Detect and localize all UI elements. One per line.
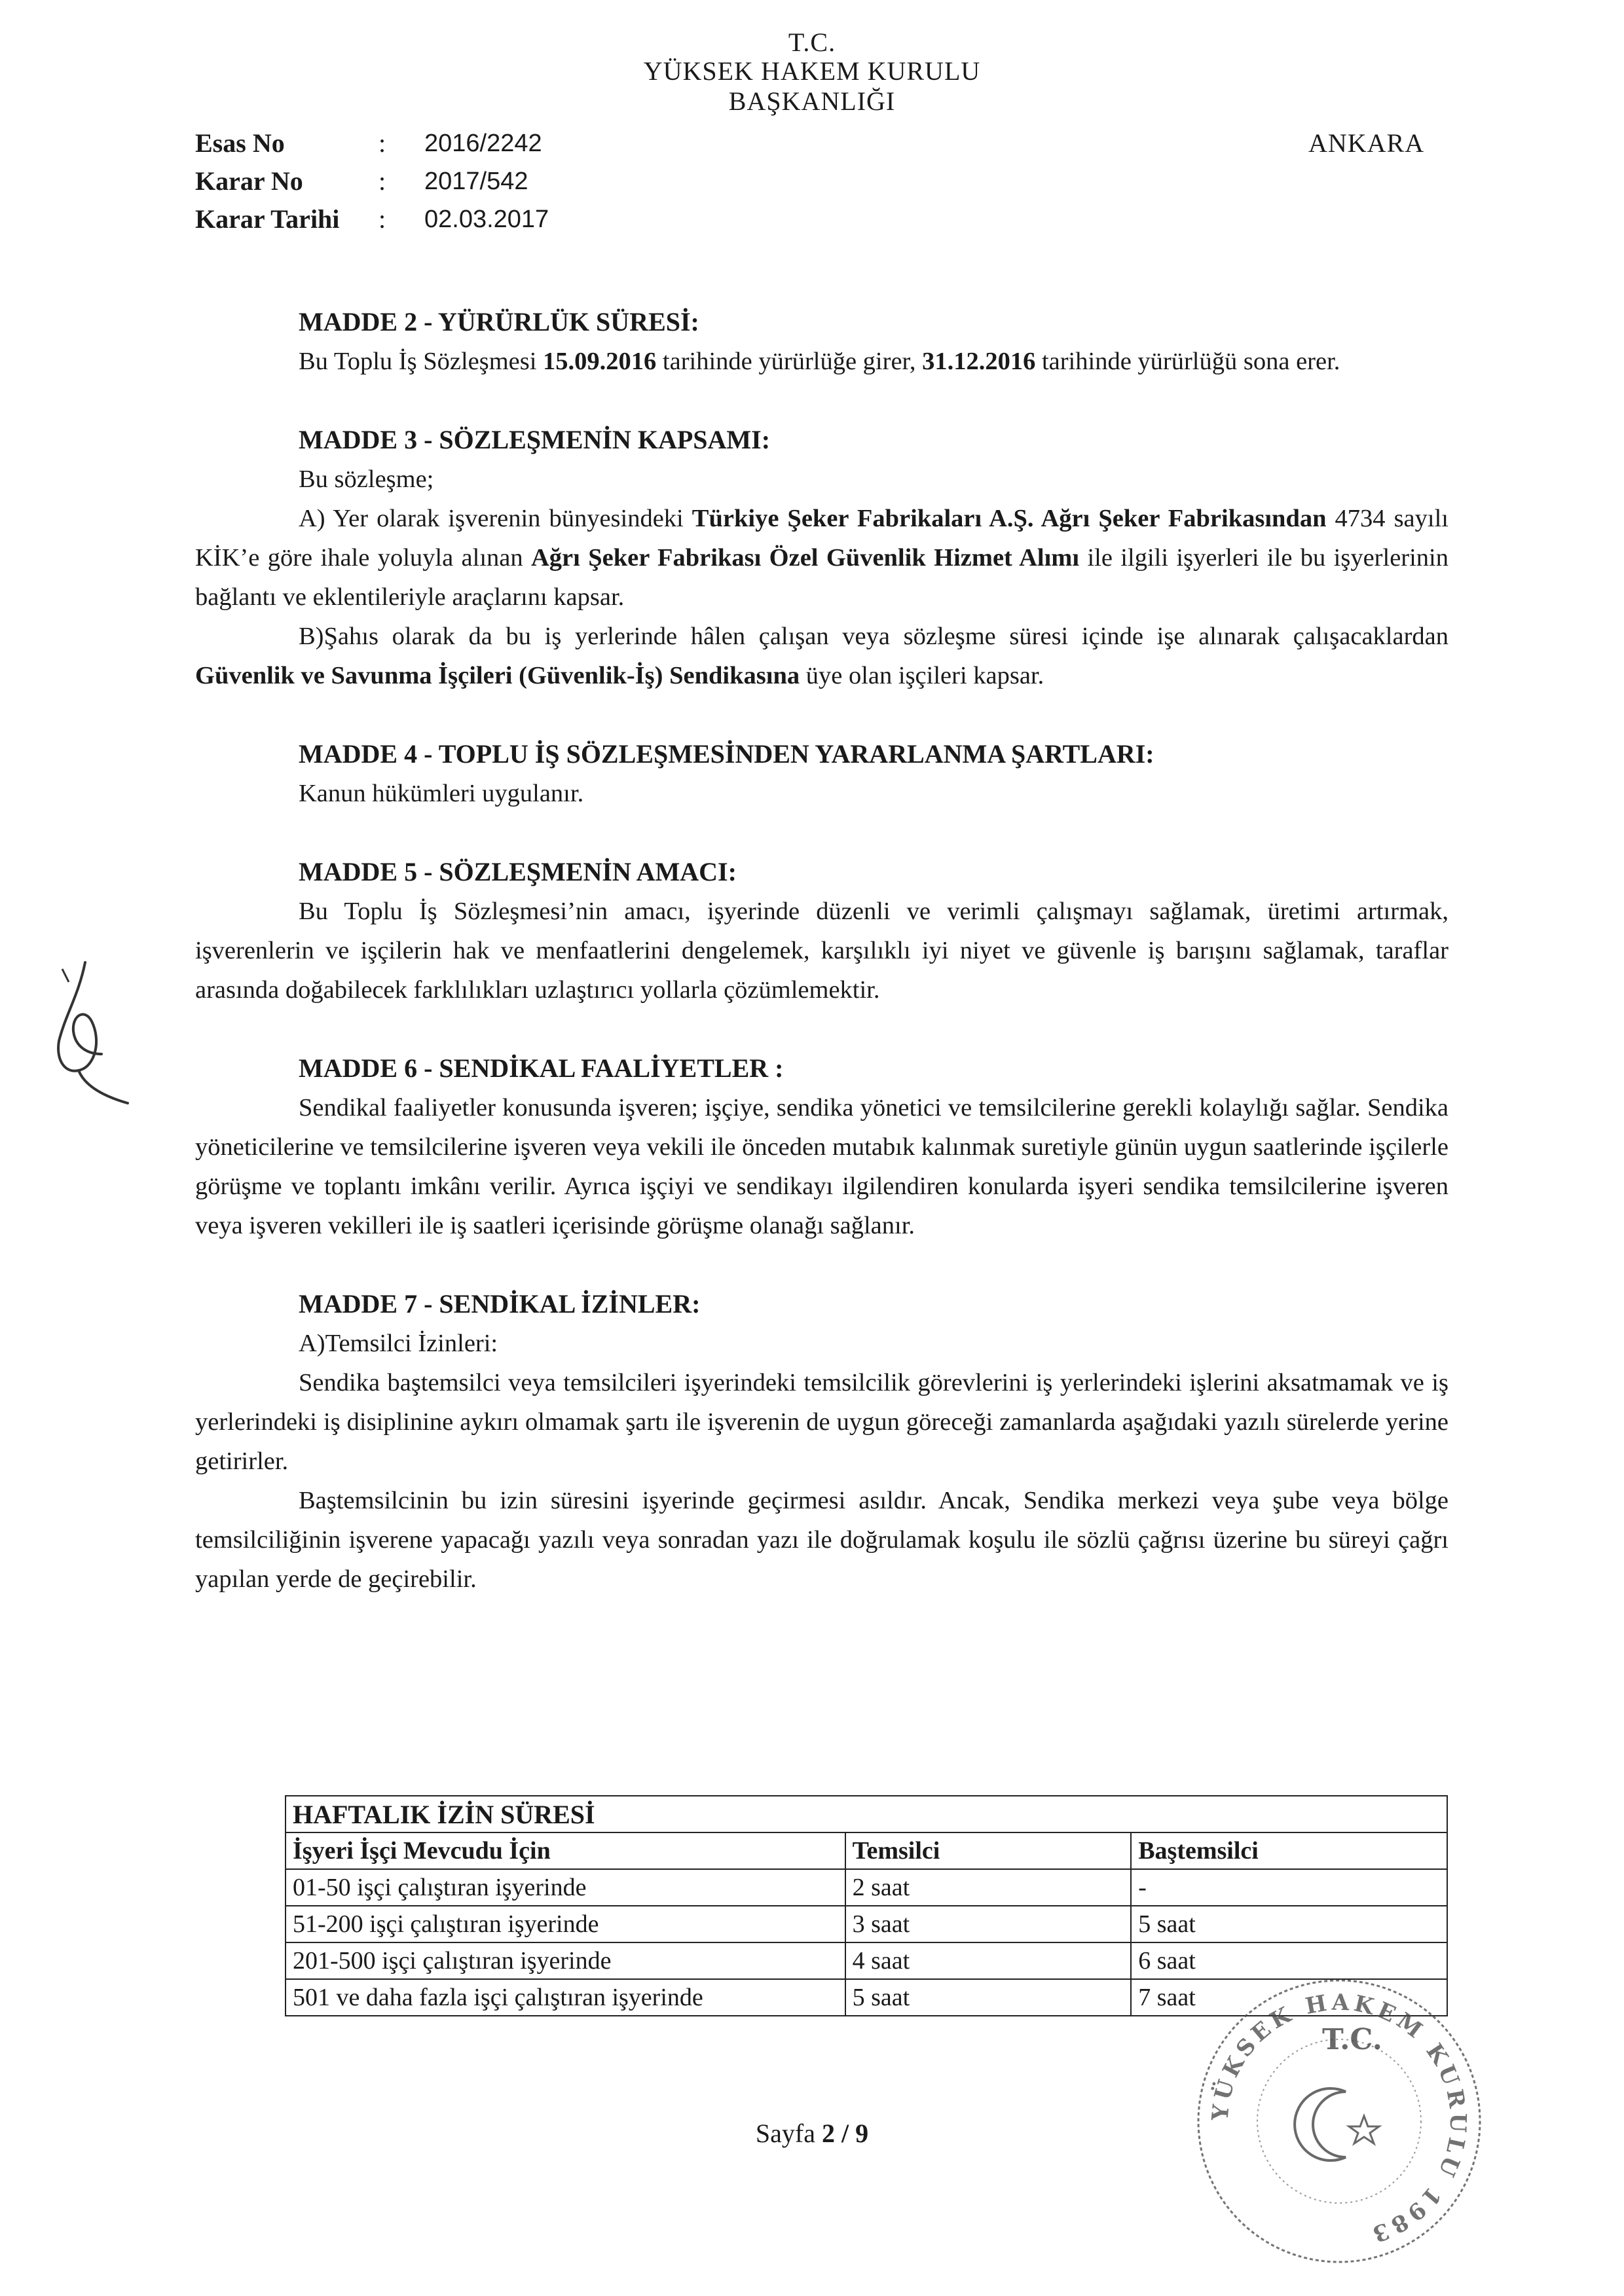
header-unit: BAŞKANLIĞI (728, 86, 896, 116)
article-text: Sendika baştemsilci veya temsilcileri işyerindeki temsilcilik görevlerini iş yerlerindeki işlerini aksatmamak ve iş yerlerindeki iş disiplinine aykırı olmamak şartı ile işverenin de uygun göreceği zamanlarda aşağıdaki yazılı sürelerde yerine getirirler. (195, 1369, 1449, 1475)
meta-row-tarih (195, 200, 549, 238)
article-text: Sendikal faaliyetler konusunda işveren; işçiye, sendika yönetici ve temsilcilerine gerekli kolaylığı sağlar. Sendika yöneticilerine ve temsilcilerine işveren veya vekili ile önceden mutabık kalınmak suretiyle günün uygun saatlerinde işçilerle görüşme ve toplantı imkânı verilir. Ayrıca işçiyi ve sendikayı ilgilendiren konularda işyeri sendika temsilcilerine işveren veya işveren vekilleri ile iş saatleri içerisinde görüşme olanağı sağlanır. (195, 1094, 1449, 1239)
table-header-row (286, 1832, 1447, 1869)
table-cell: 5 saat (845, 1979, 1132, 2016)
table-cell: - (1131, 1869, 1447, 1906)
stamp-center-text: T.C. (1322, 2023, 1382, 2056)
table-cell: 51-200 işçi çalıştıran işyerinde (286, 1906, 845, 1942)
meta-value: 02.03.2017 (424, 206, 549, 233)
article-5 (195, 852, 1449, 1010)
header-tc: T.C. (788, 27, 836, 57)
article-title: MADDE 5 - SÖZLEŞMENİN AMACI: (299, 857, 737, 886)
article-clause-b: B)Şahıs olarak da bu iş yerlerinde hâlen çalışan veya sözleşme süresi içinde işe alınarak çalışacaklardan Güvenlik ve Savunma İşçileri (Güvenlik-İş) Sendikasına üye olan işçileri kapsar. (195, 623, 1449, 689)
table-cell: 3 saat (845, 1906, 1132, 1942)
stamp-ring-text: YÜKSEK HAKEM KURULU 1983 (1207, 1989, 1471, 2249)
meta-label: Esas No (195, 128, 285, 158)
article-text: Bu Toplu İş Sözleşmesi’nin amacı, işyerinde düzenli ve verimli çalışmayı sağlamak, üretimi artırmak, işverenlerin ve işçilerin hak ve menfaatlerini dengelemek, karşılıklı iyi niyet ve güvenle iş barışını sağlamak, taraflar arasında doğabilecek farklılıkları uzlaştırıcı yollarla çözümlemektir. (195, 898, 1449, 1004)
table-cell: 5 saat (1131, 1906, 1447, 1942)
meta-value: 2016/2242 (424, 130, 542, 157)
page-number: Sayfa 2 / 9 (755, 2119, 869, 2148)
meta-label: Karar Tarihi (195, 204, 340, 234)
article-intro: Bu sözleşme; (299, 465, 434, 493)
table-cell: 2 saat (845, 1869, 1132, 1906)
case-meta (195, 124, 549, 238)
official-seal-stamp (1189, 1971, 1490, 2272)
table-header: Temsilci (845, 1832, 1132, 1869)
article-title: MADDE 3 - SÖZLEŞMENİN KAPSAMI: (299, 425, 771, 454)
handwritten-signature (39, 956, 138, 1106)
article-clause-a: A) Yer olarak işverenin bünyesindeki Türkiye Şeker Fabrikaları A.Ş. Ağrı Şeker Fabrikasından 4734 sayılı KİK’e göre ihale yoluyla alınan Ağrı Şeker Fabrikası Özel Güvenlik Hizmet Alımı ile ilgili işyerleri ile bu işyerlerinin bağlantı ve eklentileriyle araçlarını kapsar. (195, 505, 1449, 611)
article-title: MADDE 4 - TOPLU İŞ SÖZLEŞMESİNDEN YARARLANMA ŞARTLARI: (299, 739, 1154, 769)
table-title-row (286, 1796, 1447, 1832)
city: ANKARA (1308, 128, 1425, 158)
article-2 (195, 302, 1449, 381)
table-header: Baştemsilci (1131, 1832, 1447, 1869)
meta-label: Karar No (195, 166, 303, 196)
article-4 (195, 735, 1449, 813)
document-body (195, 302, 1449, 1599)
meta-colon: : (378, 166, 386, 196)
article-6 (195, 1049, 1449, 1245)
table-row (286, 1869, 1447, 1906)
table-header: İşyeri İşçi Mevcudu İçin (286, 1832, 845, 1869)
table-cell: 201-500 işçi çalıştıran işyerinde (286, 1942, 845, 1979)
article-title: MADDE 6 - SENDİKAL FAALİYETLER : (299, 1053, 784, 1083)
meta-row-karar (195, 162, 549, 200)
meta-colon: : (378, 204, 386, 234)
article-text: Bu Toplu İş Sözleşmesi 15.09.2016 tarihinde yürürlüğe girer, 31.12.2016 tarihinde yürürlüğü sona erer. (299, 348, 1340, 375)
article-7 (195, 1285, 1449, 1599)
table-row (286, 1906, 1447, 1942)
header-organization: YÜKSEK HAKEM KURULU (643, 56, 981, 86)
article-title: MADDE 2 - YÜRÜRLÜK SÜRESİ: (299, 307, 699, 337)
table-cell: 01-50 işçi çalıştıran işyerinde (286, 1869, 845, 1906)
table-title: HAFTALIK İZİN SÜRESİ (286, 1796, 1447, 1832)
article-text: Kanun hükümleri uygulanır. (299, 780, 584, 807)
meta-value: 2017/542 (424, 168, 528, 195)
table-cell: 7 saat (1131, 1979, 1447, 2016)
table-cell: 6 saat (1131, 1942, 1447, 1979)
meta-colon: : (378, 128, 386, 158)
table-cell: 501 ve daha fazla işçi çalıştıran işyerinde (286, 1979, 845, 2016)
article-3 (195, 420, 1449, 695)
table-cell: 4 saat (845, 1942, 1132, 1979)
article-subtitle: A)Temsilci İzinleri: (299, 1330, 498, 1357)
article-title: MADDE 7 - SENDİKAL İZİNLER: (299, 1289, 701, 1319)
meta-row-esas (195, 124, 549, 162)
article-text: Baştemsilcinin bu izin süresini işyerinde geçirmesi asıldır. Ancak, Sendika merkezi veya şube veya bölge temsilciliğinin işverene yapacağı yazılı veya sonradan yazı ile doğrulamak koşulu ile sözlü çağrısı üzerine bu süreyi çağrı yapılan yerde de geçirebilir. (195, 1487, 1449, 1593)
